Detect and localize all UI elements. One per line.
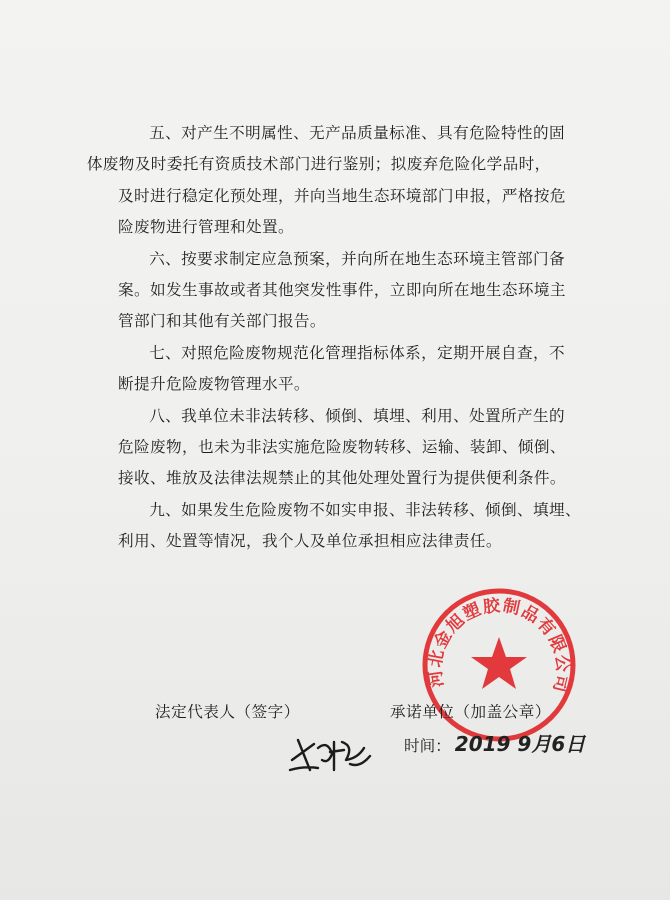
text-line: 五、对产生不明属性、无产品质量标准、具有危险特性的固 <box>149 124 566 142</box>
committing-unit-label: 承诺单位（加盖公章） <box>390 703 551 721</box>
paragraph-7 <box>118 338 616 401</box>
legal-representative-label: 法定代表人（签字） <box>155 703 300 721</box>
paragraph-5 <box>86 118 616 244</box>
text-line: 九、如果发生危险废物不如实申报、非法转移、倾倒、填埋、 <box>149 500 582 519</box>
text-line: 危险废物，也未为非法实施危险废物转移、运输、装卸、倾倒、 <box>118 438 566 457</box>
text-line: 八、我单位未非法转移、倾倒、填埋、利用、处置所产生的 <box>149 406 566 425</box>
handwritten-date: 2019 9月6日 <box>454 732 586 756</box>
text-line: 及时进行稳定化预处理，并向当地生态环境部门申报，严格按危 <box>118 186 566 205</box>
text-line: 断提升危险废物管理水平。 <box>118 375 310 394</box>
text-line: 管部门和其他有关部门报告。 <box>118 312 326 331</box>
text-line: 利用、处置等情况，我个人及单位承担相应法律责任。 <box>118 532 502 551</box>
text-line: 案。如发生事故或者其他突发性事件，立即向所在地生态环境主 <box>118 281 566 300</box>
star-icon <box>471 637 527 689</box>
paragraph-6 <box>118 244 616 338</box>
text-line: 险废物进行管理和处置。 <box>118 218 294 237</box>
text-line: 体废物及时委托有资质技术部门进行鉴别；拟废弃危险化学品时， <box>86 155 551 174</box>
paragraph-9 <box>118 495 616 558</box>
commitment-body <box>86 118 616 558</box>
seal-text: 河北金旭塑胶制品有限公司 <box>425 595 573 696</box>
text-line: 六、按要求制定应急预案，并向所在地生态环境主管部门备 <box>149 249 566 268</box>
date-row <box>404 728 585 757</box>
text-line: 七、对照危险废物规范化管理指标体系，定期开展自查，不 <box>149 343 566 362</box>
text-line: 接收、堆放及法律法规禁止的其他处理处置行为提供便利条件。 <box>118 469 566 488</box>
date-label: 时间： <box>404 737 451 755</box>
paragraph-8 <box>118 401 616 495</box>
handwritten-signature <box>284 730 374 778</box>
